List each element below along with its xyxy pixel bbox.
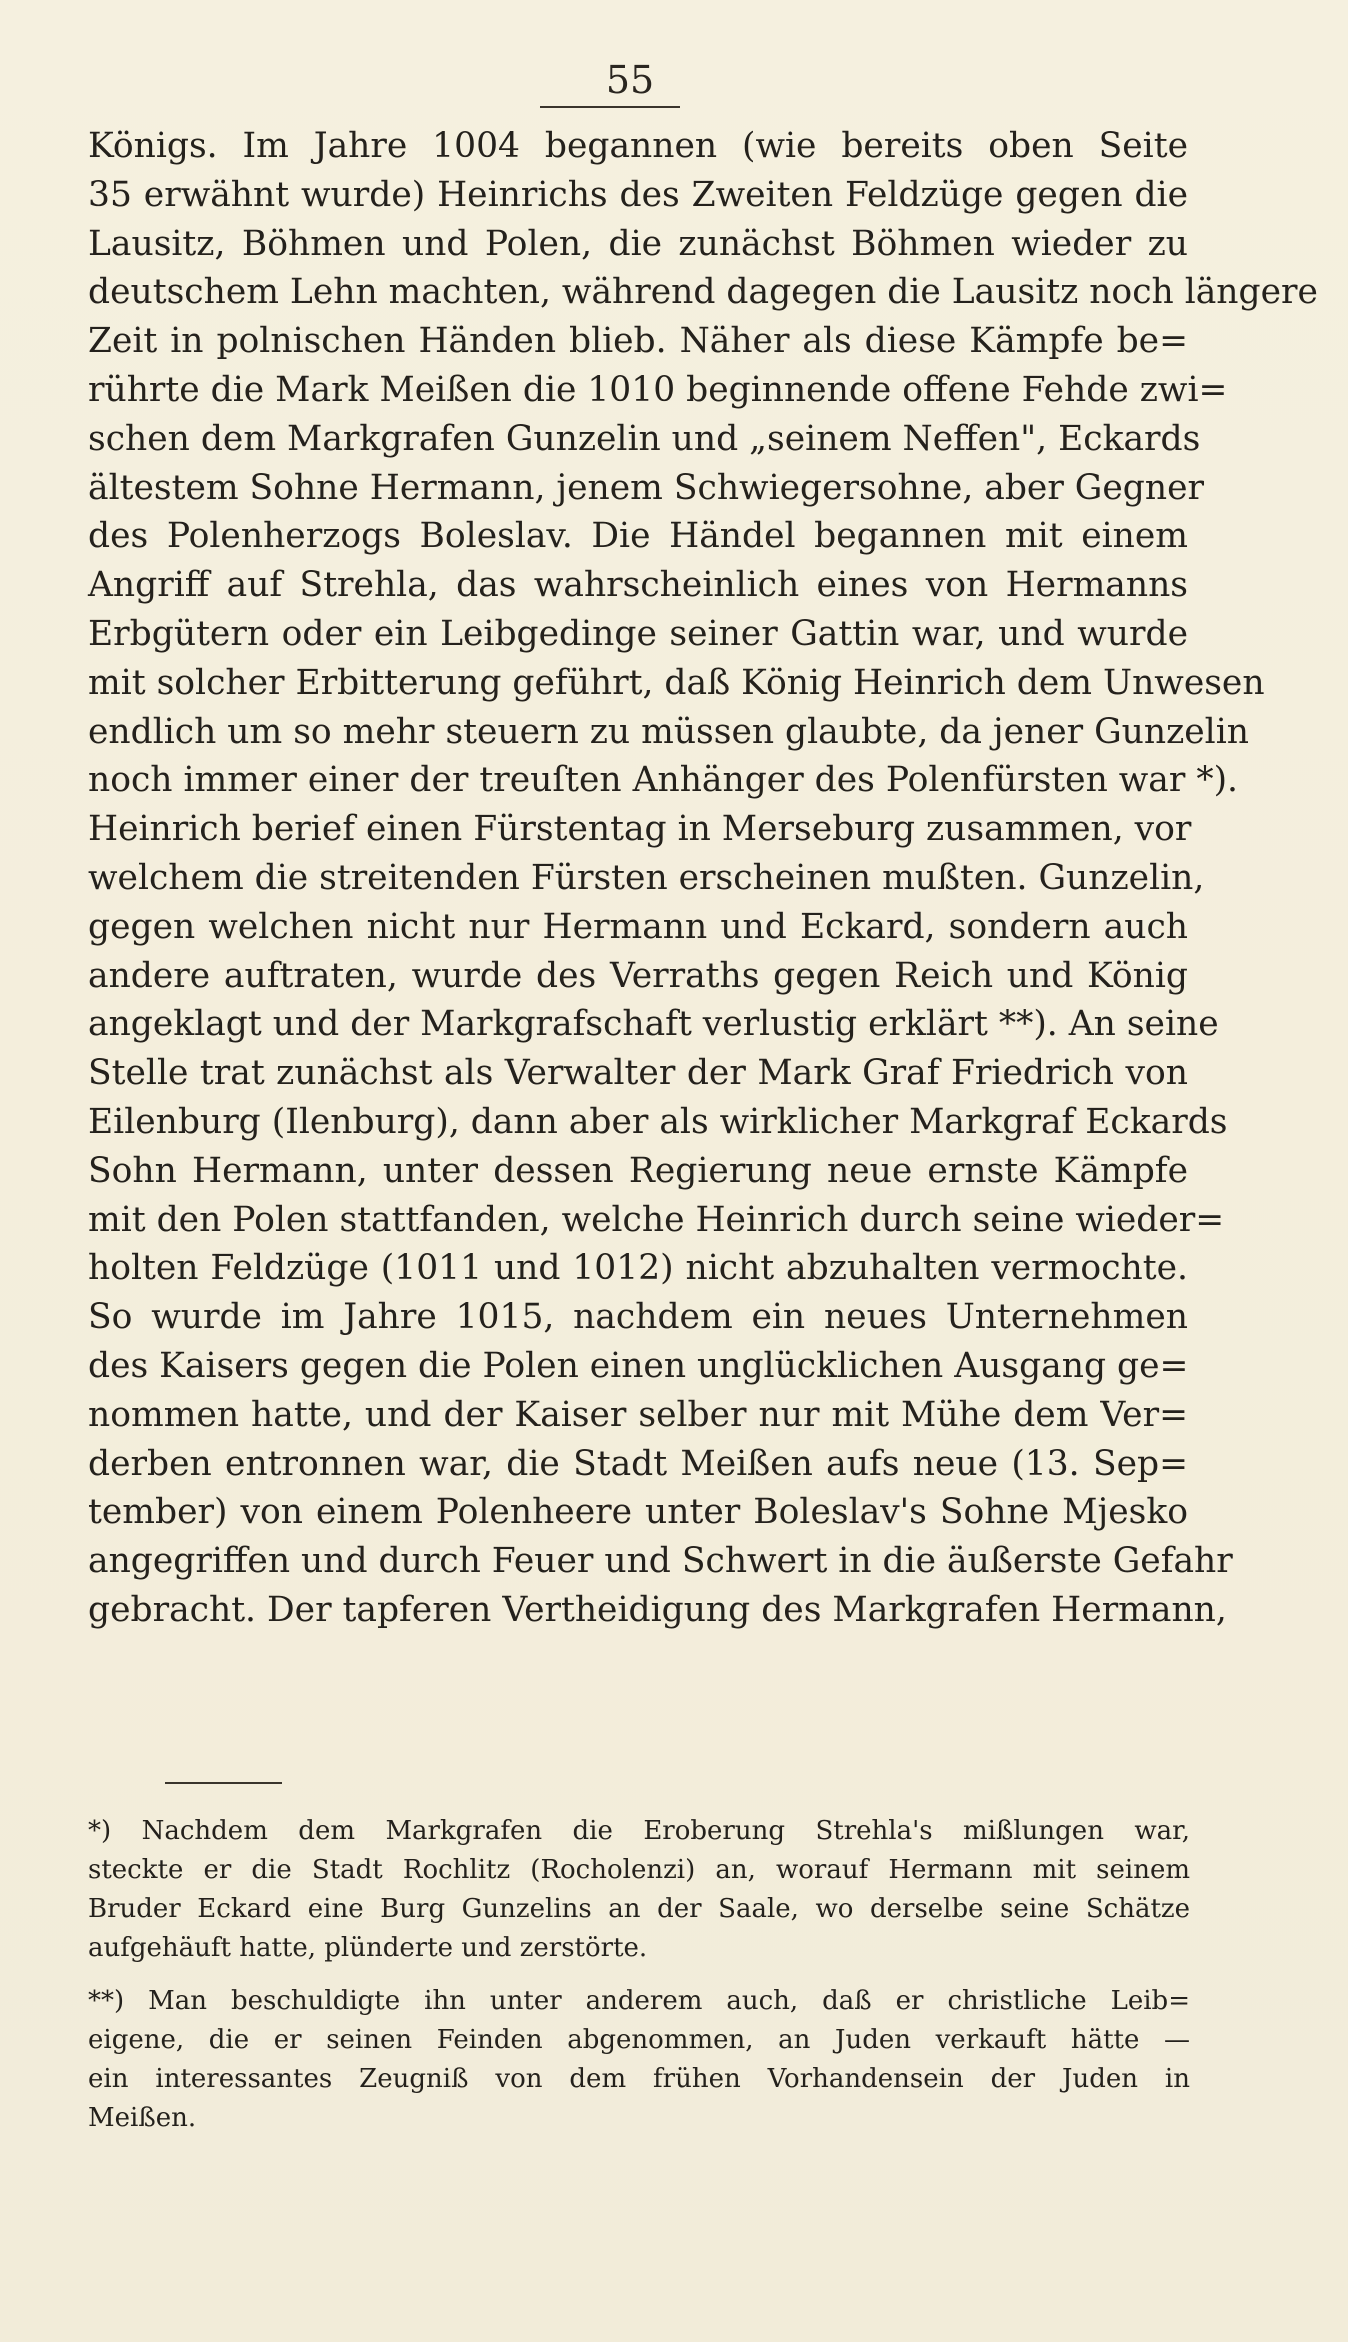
footnote-1 (88, 1812, 1190, 1968)
text-line: Sohn Hermann, unter dessen Regierung neue ernste Kämpfe (88, 1150, 1188, 1191)
footnote-2 (88, 1982, 1190, 2138)
text-line: Angriff auf Strehla, das wahrscheinlich eines von Hermanns (88, 565, 1188, 606)
footnote-line: steckte er die Stadt Rochlitz (Rocholenzi) an, worauf Hermann mit seinem (88, 1855, 1190, 1885)
text-line: Zeit in polnischen Händen blieb. Näher als diese Kämpfe be= (88, 321, 1188, 362)
text-line: mit den Polen stattfanden, welche Heinrich durch seine wieder= (88, 1199, 1225, 1240)
footnote-line: eigene, die er seinen Feinden abgenommen, an Juden verkauft hätte — (88, 2025, 1190, 2055)
footnotes (88, 1812, 1190, 2138)
text-line: Königs. Im Jahre 1004 begannen (wie bereits oben Seite (88, 126, 1188, 166)
footnote-separator (165, 1782, 282, 1784)
footnote-line: **) Man beschuldigte ihn unter anderem auch, daß er christliche Leib= (88, 1986, 1190, 2016)
text-line: angegriffen und durch Feuer und Schwert in die äußerste Gefahr (88, 1541, 1233, 1582)
page-number-rule (540, 106, 680, 108)
footnote-gap (88, 1968, 1190, 1982)
text-line: derben entronnen war, die Stadt Meißen aufs neue (13. Sep= (88, 1443, 1188, 1484)
text-line: angeklagt und der Markgrafschaft verlustig erklärt **). An seine (88, 1004, 1219, 1045)
text-line: Stelle trat zunächst als Verwalter der Mark Graf Friedrich von (88, 1053, 1188, 1094)
footnote-line: aufgehäuft hatte, plünderte und zerstörte. (88, 1933, 648, 1963)
footnote-line: Meißen. (88, 2103, 197, 2133)
footnote-line: ein interessantes Zeugniß von dem frühen Vorhandensein der Juden in (88, 2064, 1190, 2094)
text-line: holten Feldzüge (1011 und 1012) nicht abzuhalten vermochte. (88, 1248, 1188, 1289)
body-text (88, 122, 1318, 1635)
text-line: noch immer einer der treuſten Anhänger des Polenfürsten war *). (88, 760, 1238, 801)
text-line: 35 erwähnt wurde) Heinrichs des Zweiten Feldzüge gegen die (88, 174, 1188, 215)
text-line: tember) von einem Polenheere unter Boleslav's Sohne Mjesko (88, 1492, 1188, 1533)
text-line: des Polenherzogs Boleslav. Die Händel begannen mit einem (88, 516, 1188, 557)
page-number: 55 (605, 58, 655, 102)
text-line: So wurde im Jahre 1015, nachdem ein neues Unternehmen (88, 1297, 1188, 1338)
text-line: Erbgütern oder ein Leibgedinge seiner Gattin war, und wurde (88, 613, 1188, 654)
footnote-line: Bruder Eckard eine Burg Gunzelins an der Saale, wo derselbe seine Schätze (88, 1894, 1190, 1924)
text-line: nommen hatte, und der Kaiser selber nur mit Mühe dem Ver= (88, 1394, 1188, 1435)
text-line: deutschem Lehn machten, während dagegen die Lausitz noch längere (88, 272, 1318, 313)
text-line: andere auftraten, wurde des Verraths gegen Reich und König (88, 955, 1188, 996)
text-line: ältestem Sohne Hermann, jenem Schwiegersohne, aber Gegner (88, 467, 1204, 508)
text-line: Eilenburg (Ilenburg), dann aber als wirklicher Markgraf Eckards (88, 1101, 1228, 1142)
text-line: gegen welchen nicht nur Hermann und Eckard, sondern auch (88, 906, 1188, 947)
text-line: mit solcher Erbitterung geführt, daß König Heinrich dem Unwesen (88, 662, 1265, 703)
text-line: endlich um so mehr steuern zu müssen glaubte, da jener Gunzelin (88, 711, 1249, 752)
text-line: welchem die streitenden Fürsten erscheinen mußten. Gunzelin, (88, 857, 1205, 898)
text-line: gebracht. Der tapferen Vertheidigung des Markgrafen Hermann, (88, 1589, 1227, 1630)
text-line: des Kaisers gegen die Polen einen unglücklichen Ausgang ge= (88, 1345, 1189, 1386)
footnote-line: *) Nachdem dem Markgrafen die Eroberung Strehla's mißlungen war, (88, 1816, 1190, 1846)
text-line: schen dem Markgrafen Gunzelin und „seinem Neffen", Eckards (88, 418, 1201, 459)
text-line: Heinrich berief einen Fürstentag in Merseburg zusammen, vor (88, 809, 1192, 850)
text-line: Lausitz, Böhmen und Polen, die zunächst Böhmen wieder zu (88, 223, 1188, 264)
text-line: rührte die Mark Meißen die 1010 beginnende offene Fehde zwi= (88, 369, 1228, 410)
